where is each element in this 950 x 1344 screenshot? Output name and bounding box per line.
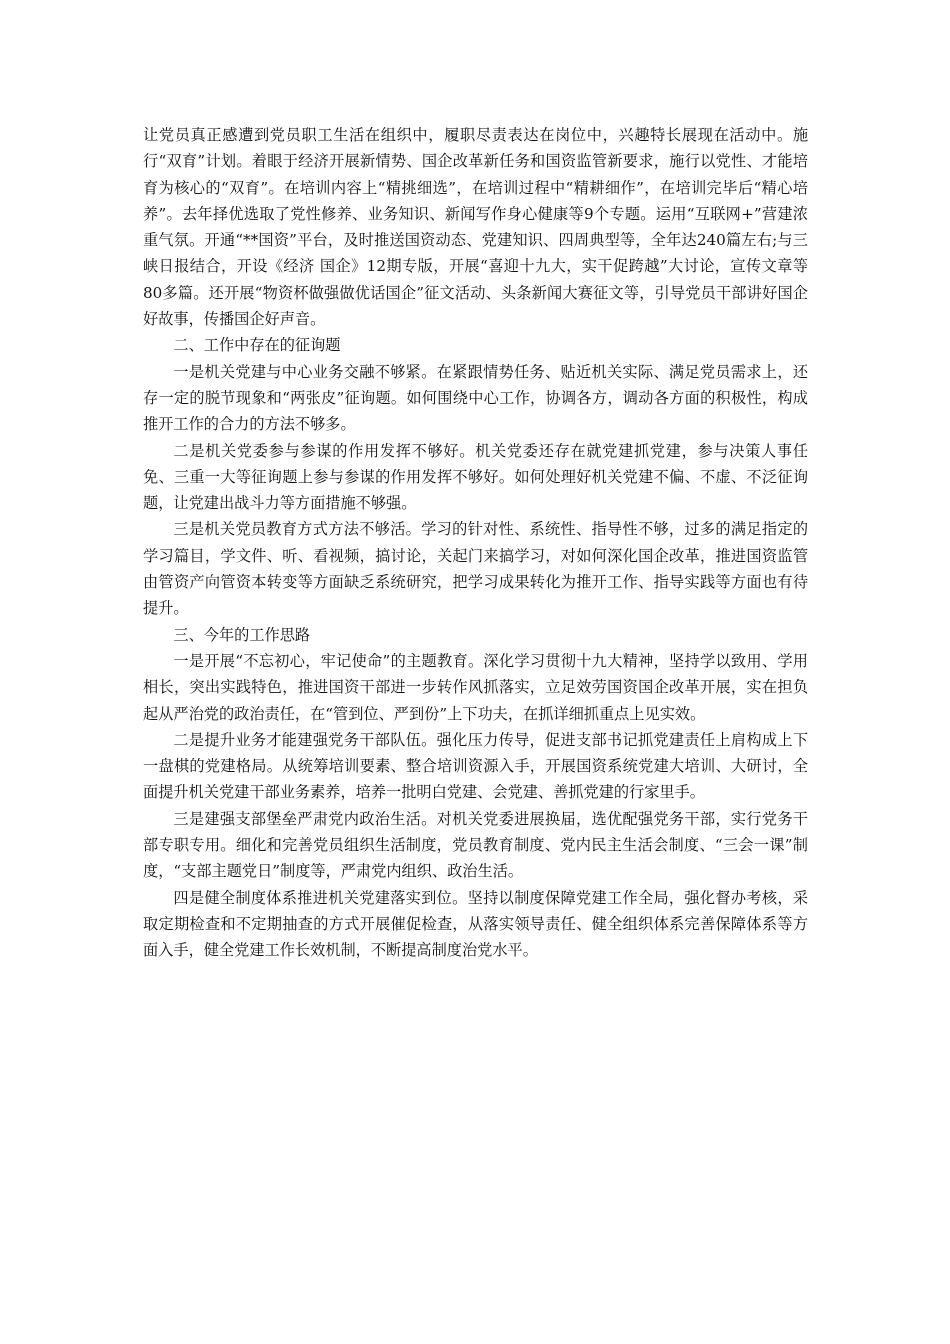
section-heading-plans: 三、今年的工作思路 (173, 625, 311, 644)
paragraph-continuation: 让党员真正感遭到党员职工生活在组织中，履职尽责表达在岗位中，兴趣特长展现在活动中。施行“双育”计划。着眼于经济开展新情势、国企改革新任务和国资监管新要求，施行以党性、才能培育为核心的“双育”。在培训内容上“精挑细选”，在培训过程中“精耕细作”，在培训完毕后“精心培养”。去年择优选取了党性修养、业务知识、新闻写作身心健康等9个专题。运用“互联网+”营建浓重气氛。开通“**国资”平台，及时推送国资动态、党建知识、四周典型等，全年达240篇左右;与三峡日报结合，开设《经济 国企》12期专版，开展“喜迎十九大，实干促跨越”大讨论，宣传文章等80多篇。还开展“物资杯做强做优话国企”征文活动、头条新闻大赛征文等，引导党员干部讲好国企好故事，传播国企好声音。 (143, 126, 808, 329)
paragraph-problem-2: 二是机关党委参与参谋的作用发挥不够好。机关党委还存在就党建抓党建，参与决策人事任免、三重一大等征询题上参与参谋的作用发挥不够好。如何处理好机关党建不偏、不虚、不泛征询题，让党建出战斗力等方面措施不够强。 (143, 441, 808, 513)
document-body (143, 122, 808, 964)
section-heading-problems: 二、工作中存在的征询题 (173, 336, 341, 355)
paragraph-plan-4: 四是健全制度体系推进机关党建落实到位。坚持以制度保障党建工作全局，强化督办考核，采取定期检查和不定期抽查的方式开展催促检查，从落实领导责任、健全组织体系完善保障体系等方面入手，健全党建工作长效机制，不断提高制度治党水平。 (143, 888, 808, 960)
paragraph-plan-1: 一是开展“不忘初心，牢记使命”的主题教育。深化学习贯彻十九大精神，坚持学以致用、学用相长，突出实践特色，推进国资干部进一步转作风抓落实，立足效劳国资国企改革开展，实在担负起从严治党的政治责任，在“管到位、严到份”上下功夫，在抓详细抓重点上见实效。 (143, 651, 808, 723)
paragraph-problem-3: 三是机关党员教育方式方法不够活。学习的针对性、系统性、指导性不够，过多的满足指定的学习篇目，学文件、听、看视频，搞讨论，关起门来搞学习，对如何深化国企改革，推进国资监管由管资产向管资本转变等方面缺乏系统研究，把学习成果转化为推开工作、指导实践等方面也有待提升。 (143, 520, 808, 618)
paragraph-plan-2: 二是提升业务才能建强党务干部队伍。强化压力传导，促进支部书记抓党建责任上肩构成上下一盘棋的党建格局。从统筹培训要素、整合培训资源入手，开展国资系统党建大培训、大研讨，全面提升机关党建干部业务素养，培养一批明白党建、会党建、善抓党建的行家里手。 (143, 730, 808, 802)
paragraph-problem-1: 一是机关党建与中心业务交融不够紧。在紧跟情势任务、贴近机关实际、满足党员需求上，还存一定的脱节现象和“两张皮”征询题。如何围绕中心工作，协调各方，调动各方面的积极性，构成推开工作的合力的方法不够多。 (143, 362, 808, 434)
paragraph-plan-3: 三是建强支部堡垒严肃党内政治生活。对机关党委进展换届，选优配强党务干部，实行党务干部专职专用。细化和完善党员组织生活制度，党员教育制度、党内民主生活会制度、“三会一课”制度，“支部主题党日”制度等，严肃党内组织、政治生活。 (143, 809, 808, 881)
